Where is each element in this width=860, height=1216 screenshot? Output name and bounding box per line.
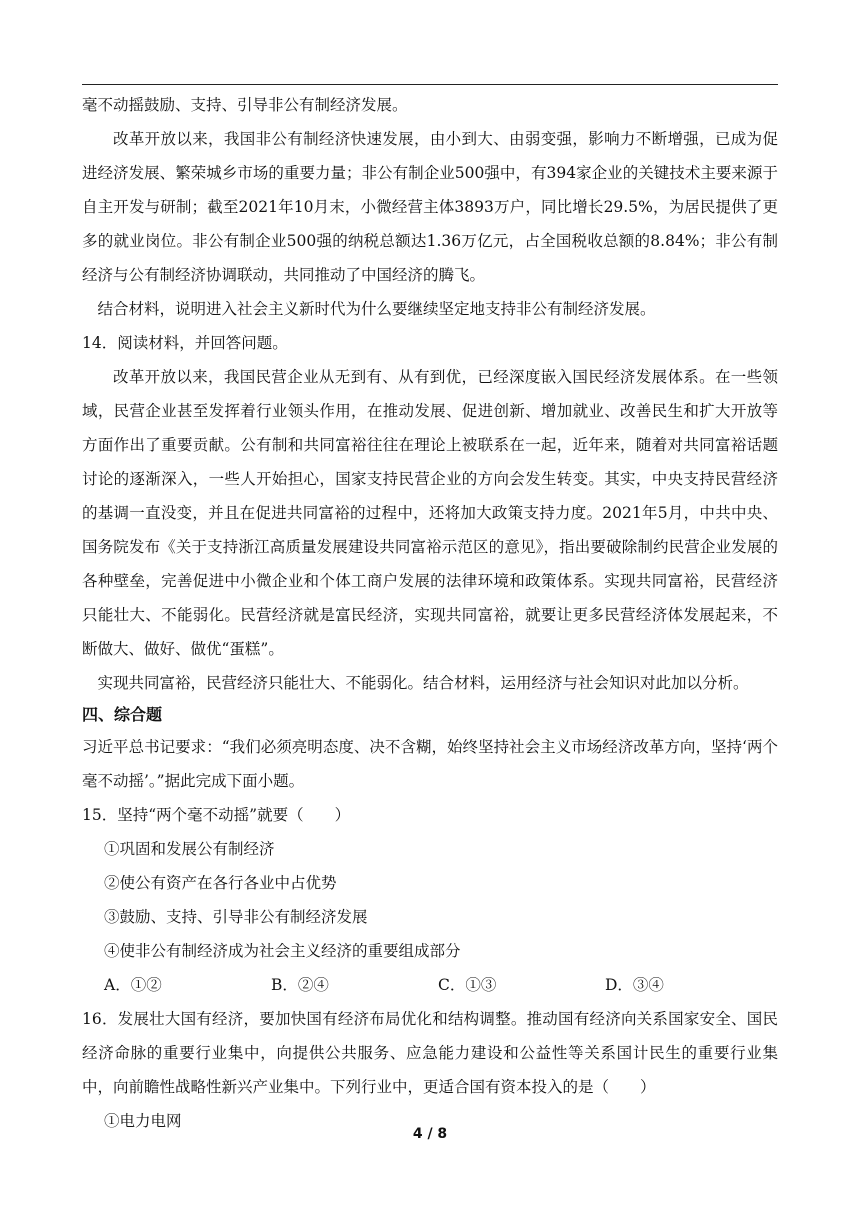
material-paragraph: 改革开放以来，我国非公有制经济快速发展，由小到大、由弱变强，影响力不断增强，已成为促进经济发展、繁荣城乡市场的重要力量；非公有制企业500强中，有394家企业的关键技术主要来源于自主开发与研制；截至2021年10月末，小微经营主体3893万户，同比增长29.5%，为居民提供了更多的就业岗位。非公有制企业500强的纳税总额达1.36万亿元，占全国税收总额的8.84%；非公有制经济与公有制经济协调联动，共同推动了中国经济的腾飞。 bbox=[82, 130, 778, 284]
question-15-option-3: ③鼓励、支持、引导非公有制经济发展 bbox=[104, 908, 368, 926]
choice-d: D．③④ bbox=[605, 976, 664, 994]
page-content bbox=[82, 88, 778, 1138]
header-rule bbox=[82, 84, 778, 85]
choice-c: C．①③ bbox=[438, 976, 497, 994]
section-intro: 习近平总书记要求：“我们必须亮明态度、决不含糊，始终坚持社会主义市场经济改革方向，坚持‘两个毫不动摇’。”据此完成下面小题。 bbox=[82, 738, 778, 790]
question-15-option-2: ②使公有资产在各行各业中占优势 bbox=[104, 874, 337, 892]
question-prompt: 结合材料，说明进入社会主义新时代为什么要继续坚定地支持非公有制经济发展。 bbox=[97, 300, 656, 318]
choice-b: B．②④ bbox=[271, 976, 329, 994]
page-number: 4 / 8 bbox=[412, 1126, 448, 1142]
question-14-title: 14．阅读材料，并回答问题。 bbox=[82, 334, 288, 352]
question-15-choices bbox=[82, 968, 778, 1002]
section-heading: 四、综合题 bbox=[82, 705, 163, 724]
question-15-title: 15．坚持“两个毫不动摇”就要（ ） bbox=[82, 806, 351, 824]
question-14-material: 改革开放以来，我国民营企业从无到有、从有到优，已经深度嵌入国民经济发展体系。在一些领域，民营企业甚至发挥着行业领头作用，在推动发展、促进创新、增加就业、改善民生和扩大开放等方面作出了重要贡献。公有制和共同富裕往往在理论上被联系在一起，近年来，随着对共同富裕话题讨论的逐渐深入，一些人开始担心，国家支持民营企业的方向会发生转变。其实，中央支持民营经济的基调一直没变，并且在促进共同富裕的过程中，还将加大政策支持力度。2021年5月，中共中央、国务院发布《关于支持浙江高质量发展建设共同富裕示范区的意见》，指出要破除制约民营企业发展的各种壁垒，完善促进中小微企业和个体工商户发展的法律环境和政策体系。实现共同富裕，民营经济只能壮大、不能弱化。民营经济就是富民经济，实现共同富裕，就要让更多民营经济体发展起来，不断做大、做好、做优“蛋糕”。 bbox=[82, 368, 778, 658]
question-16-title: 16．发展壮大国有经济，要加快国有经济布局优化和结构调整。推动国有经济向关系国家安全、国民经济命脉的重要行业集中，向提供公共服务、应急能力建设和公益性等关系国计民生的重要行业集中，向前瞻性战略性新兴产业集中。下列行业中，更适合国有资本投入的是（ ） bbox=[82, 1010, 778, 1096]
question-15-option-4: ④使非公有制经济成为社会主义经济的重要组成部分 bbox=[104, 942, 461, 960]
question-14-prompt: 实现共同富裕，民营经济只能壮大、不能弱化。结合材料，运用经济与社会知识对此加以分析。 bbox=[97, 674, 749, 692]
question-15-option-1: ①巩固和发展公有制经济 bbox=[104, 840, 275, 858]
choice-a: A．①② bbox=[104, 976, 162, 994]
paragraph-continuation: 毫不动摇鼓励、支持、引导非公有制经济发展。 bbox=[82, 96, 408, 114]
question-16-option-1: ①电力电网 bbox=[104, 1112, 182, 1130]
